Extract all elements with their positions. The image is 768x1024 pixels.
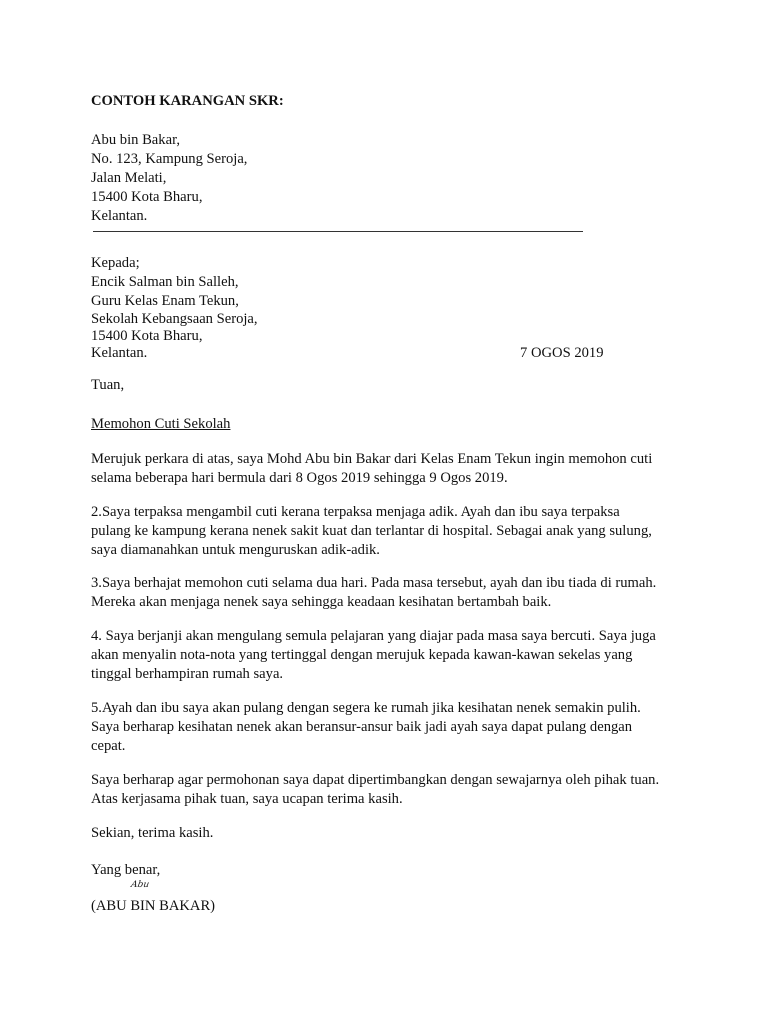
sender-line: 15400 Kota Bharu, — [91, 189, 203, 205]
recipient-line: Guru Kelas Enam Tekun, — [91, 293, 239, 309]
recipient-line: Kelantan. — [91, 345, 148, 361]
sender-line: Jalan Melati, — [91, 170, 167, 186]
document-title: CONTOH KARANGAN SKR: — [91, 93, 284, 109]
paragraph-line: tinggal berhampiran rumah saya. — [91, 666, 284, 682]
recipient-label: Kepada; — [91, 255, 140, 271]
paragraph-line: selama beberapa hari bermula dari 8 Ogos 2019 sehingga 9 Ogos 2019. — [91, 470, 508, 486]
sender-line: Abu bin Bakar, — [91, 132, 180, 148]
closing-line: Sekian, terima kasih. — [91, 825, 214, 841]
divider-line — [93, 231, 583, 232]
paragraph-line: Atas kerjasama pihak tuan, saya ucapan terima kasih. — [91, 791, 403, 807]
paragraph-line: 3.Saya berhajat memohon cuti selama dua hari. Pada masa tersebut, ayah dan ibu tiada di rumah. — [91, 575, 657, 591]
paragraph-line: pulang ke kampung kerana nenek sakit kuat dan terlantar di hospital. Sebagai anak yang sulung, — [91, 523, 652, 539]
sign-off: Yang benar, — [91, 862, 161, 878]
paragraph-line: Saya berharap agar permohonan saya dapat dipertimbangkan dengan sewajarnya oleh pihak tuan. — [91, 772, 660, 788]
paragraph-line: Merujuk perkara di atas, saya Mohd Abu bin Bakar dari Kelas Enam Tekun ingin memohon cuti — [91, 451, 653, 467]
paragraph-line: saya diamanahkan untuk menguruskan adik-adik. — [91, 542, 380, 558]
recipient-line: 15400 Kota Bharu, — [91, 328, 203, 344]
paragraph-line: 2.Saya terpaksa mengambil cuti kerana terpaksa menjaga adik. Ayah dan ibu saya terpaksa — [91, 504, 620, 520]
paragraph-line: akan menyalin nota-nota yang tertinggal dengan merujuk kepada kawan-kawan sekelas yang — [91, 647, 633, 663]
recipient-line: Encik Salman bin Salleh, — [91, 274, 239, 290]
recipient-line: Sekolah Kebangsaan Seroja, — [91, 311, 258, 327]
signatory-name: (ABU BIN BAKAR) — [91, 898, 216, 914]
salutation: Tuan, — [91, 377, 125, 393]
signature: Abu — [130, 880, 150, 890]
paragraph-line: Saya berharap kesihatan nenek akan beransur-ansur baik jadi ayah saya dapat pulang dengan — [91, 719, 633, 735]
paragraph-line: 5.Ayah dan ibu saya akan pulang dengan segera ke rumah jika kesihatan nenek semakin pulih. — [91, 700, 641, 716]
sender-line: Kelantan. — [91, 208, 148, 224]
paragraph-line: 4. Saya berjanji akan mengulang semula pelajaran yang diajar pada masa saya bercuti. Saya juga — [91, 628, 656, 644]
paragraph-line: Mereka akan menjaga nenek saya sehingga keadaan kesihatan bertambah baik. — [91, 594, 552, 610]
letter-date: 7 OGOS 2019 — [520, 345, 604, 361]
letter-subject: Memohon Cuti Sekolah — [91, 416, 231, 432]
sender-line: No. 123, Kampung Seroja, — [91, 151, 248, 167]
paragraph-line: cepat. — [91, 738, 126, 754]
